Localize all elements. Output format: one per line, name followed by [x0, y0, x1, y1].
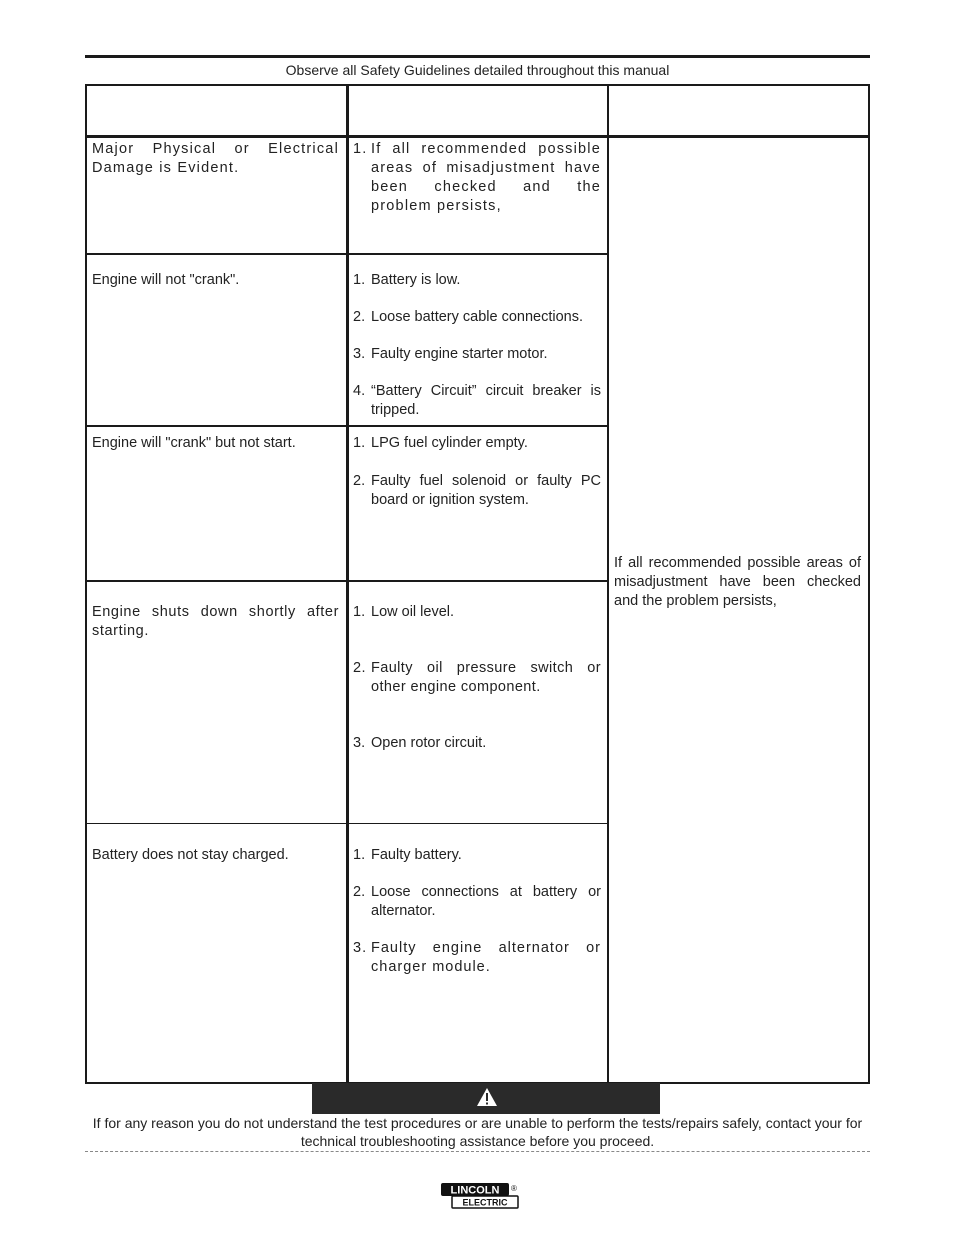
cause-item: 3. Faulty engine alternator or charger module. [353, 940, 601, 975]
problem-cell: Engine will not "crank". [92, 272, 240, 288]
problem-cell: Battery does not stay charged. [92, 847, 289, 863]
cause-list [353, 846, 601, 977]
cause-item: 2. Faulty fuel solenoid or faulty PC board or ignition system. [353, 473, 601, 508]
cause-item: 1. Faulty battery. [353, 847, 462, 863]
cause-item: 3. Faulty engine starter motor. [353, 346, 548, 362]
problem-cell: Engine shuts down shortly after starting. [92, 604, 339, 639]
cause-item: 4. “Battery Circuit” circuit breaker is tripped. [353, 383, 601, 418]
cause-list [353, 140, 601, 216]
problem-cell: Major Physical or Electrical Damage is Evident. [92, 141, 339, 176]
cause-item: 1. Battery is low. [353, 272, 461, 288]
cause-item: 3. Open rotor circuit. [353, 735, 487, 751]
cause-item: 2. Loose connections at battery or alternator. [353, 884, 601, 919]
lincoln-electric-logo [440, 1182, 520, 1210]
registered-mark: ® [511, 1184, 517, 1193]
caution-text: If for any reason you do not understand the test procedures or are unable to perform the tests/repairs safely, contact your for technical troubleshooting assistance before you proceed. [92, 1115, 863, 1149]
logo-text-lincoln: LINCOLN [450, 1184, 500, 1197]
cause-item: 2. Loose battery cable connections. [353, 309, 583, 325]
problem-cell: Engine will "crank" but not start. [92, 435, 296, 451]
footer-rule [85, 1151, 870, 1152]
safety-note: Observe all Safety Guidelines detailed throughout this manual [285, 62, 670, 78]
caution-bar [312, 1083, 660, 1114]
cause-item: 1. LPG fuel cylinder empty. [353, 435, 528, 451]
cause-list [353, 271, 601, 420]
cause-item: 1. If all recommended possible areas of misadjustment have been checked and the problem persists, [353, 141, 601, 214]
cause-item: 2. Faulty oil pressure switch or other engine component. [353, 660, 601, 695]
top-rule [85, 55, 870, 58]
cause-list [353, 434, 601, 510]
cause-item: 1. Low oil level. [353, 604, 455, 620]
recommended-action: If all recommended possible areas of misadjustment have been checked and the problem persists, [614, 555, 861, 609]
cause-list [353, 603, 601, 753]
logo-text-electric: ELECTRIC [462, 1197, 508, 1208]
warning-triangle-icon [476, 1087, 498, 1107]
